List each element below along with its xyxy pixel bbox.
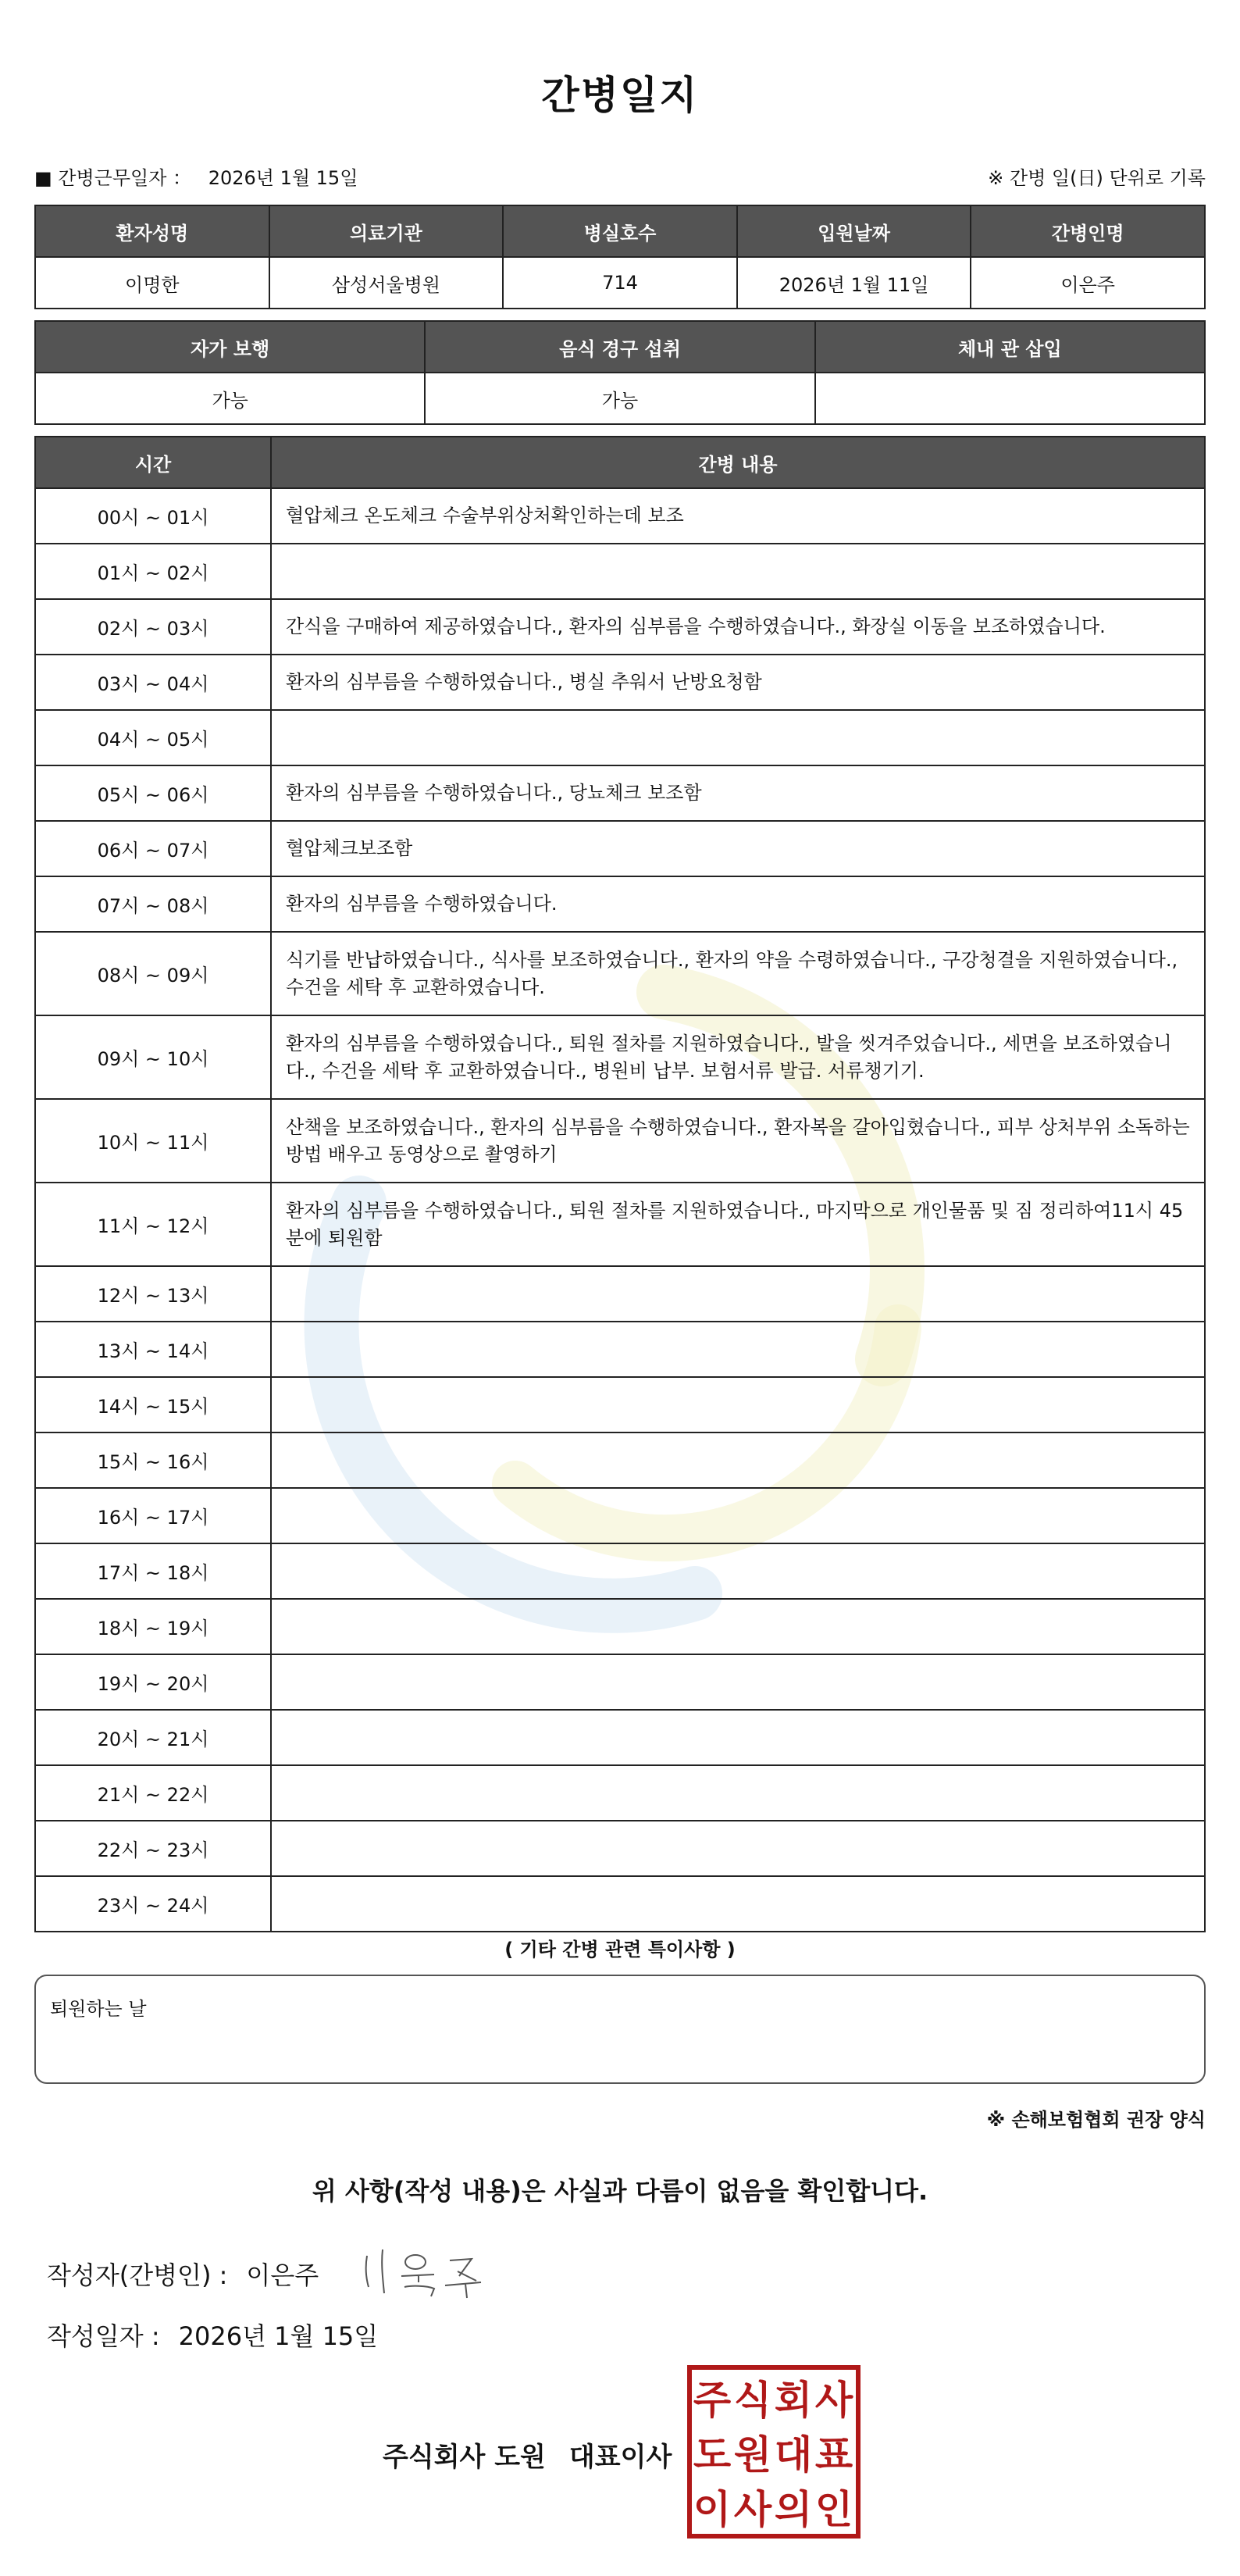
hourly-care-log-table [34,436,1206,1932]
meta-row [34,162,1206,191]
care-content [271,1821,1205,1876]
time-slot: 02시 ~ 03시 [35,599,271,655]
seal-char: 인 [814,2487,853,2532]
care-content: 혈압체크보조함 [271,821,1205,876]
caregiver-name: 이은주 [971,257,1205,309]
time-slot: 05시 ~ 06시 [35,765,271,821]
table-row [35,1015,1205,1099]
time-slot: 12시 ~ 13시 [35,1266,271,1322]
tube-insertion [815,373,1205,424]
care-content: 간식을 구매하여 제공하였습니다., 환자의 심부름을 수행하였습니다., 화장실 이동을 보조하였습니다. [271,599,1205,655]
table-row [35,1876,1205,1932]
written-date-label: 작성일자 : [47,2321,160,2351]
time-slot: 08시 ~ 09시 [35,932,271,1015]
table-row [35,1543,1205,1599]
care-content [271,1765,1205,1821]
care-content: 환자의 심부름을 수행하였습니다., 퇴원 절차를 지원하였습니다., 발을 씻겨주었습니다., 세면을 보조하였습니다., 수건을 세탁 후 교환하였습니다., 병원비 납부. 보험서류 발급. 서류챙기기. [271,1015,1205,1099]
company-title: 대표이사 [568,2442,672,2473]
patient-info-table [34,205,1206,309]
time-slot: 07시 ~ 08시 [35,876,271,932]
table-row [35,1765,1205,1821]
care-content [271,1876,1205,1932]
patient-status-table [34,320,1206,425]
time-slot: 18시 ~ 19시 [35,1599,271,1654]
care-content: 혈압체크 온도체크 수술부위상처확인하는데 보조 [271,488,1205,544]
care-content [271,1599,1205,1654]
care-content [271,1488,1205,1543]
seal-char: 의 [774,2487,813,2532]
self-walking: 가능 [35,373,425,424]
header-care-content: 간병 내용 [271,437,1205,488]
header-caregiver-name: 간병인명 [971,205,1205,257]
table-row [35,1488,1205,1543]
time-slot: 23시 ~ 24시 [35,1876,271,1932]
care-content [271,544,1205,599]
seal-char: 이 [693,2487,732,2532]
written-date-line [47,2317,378,2353]
time-slot: 19시 ~ 20시 [35,1654,271,1710]
time-slot: 06시 ~ 07시 [35,821,271,876]
patient-name: 이명한 [35,257,269,309]
writer-line [47,2256,319,2292]
time-slot: 11시 ~ 12시 [35,1183,271,1266]
header-self-walking: 자가 보행 [35,321,425,373]
time-slot: 13시 ~ 14시 [35,1322,271,1377]
care-content [271,1322,1205,1377]
table-row [35,1266,1205,1322]
log-rows [35,488,1205,1932]
table-row [35,876,1205,932]
handwritten-signature [356,2242,497,2304]
care-content [271,1543,1205,1599]
written-date-value: 2026년 1월 15일 [178,2321,379,2351]
writer-label: 작성자(간병인) : [47,2260,228,2290]
care-content: 식기를 반납하였습니다., 식사를 보조하였습니다., 환자의 약을 수령하였습니다., 구강청결을 지원하였습니다., 수건을 세탁 후 교환하였습니다. [271,932,1205,1015]
table-row [35,544,1205,599]
seal-char: 사 [733,2487,772,2532]
table-row [35,710,1205,765]
time-slot: 03시 ~ 04시 [35,655,271,710]
time-slot: 04시 ~ 05시 [35,710,271,765]
header-admission-date: 입원날짜 [737,205,971,257]
table-row [35,1654,1205,1710]
time-slot: 20시 ~ 21시 [35,1710,271,1765]
work-date [34,162,358,190]
seal-char: 도 [693,2432,732,2478]
notes-box [34,1975,1206,2084]
table-row [35,765,1205,821]
table-row [35,655,1205,710]
table-row [35,1821,1205,1876]
table-row [35,1099,1205,1183]
header-hospital: 의료기관 [269,205,504,257]
document-title: 간병일지 [541,73,699,118]
care-content [271,1432,1205,1488]
care-content: 환자의 심부름을 수행하였습니다., 병실 추워서 난방요청함 [271,655,1205,710]
care-content: 산책을 보조하였습니다., 환자의 심부름을 수행하였습니다., 환자복을 갈아입혔습니다., 피부 상처부위 소독하는 방법 배우고 동영상으로 촬영하기 [271,1099,1205,1183]
time-slot: 21시 ~ 22시 [35,1765,271,1821]
seal-char: 표 [814,2432,853,2478]
time-slot: 17시 ~ 18시 [35,1543,271,1599]
company-seal-stamp [687,2365,861,2539]
care-content [271,1710,1205,1765]
work-date-label: ■ 간병근무일자 ： [34,167,192,189]
table-row [35,821,1205,876]
oral-intake: 가능 [425,373,814,424]
time-slot: 09시 ~ 10시 [35,1015,271,1099]
care-content: 환자의 심부름을 수행하였습니다., 당뇨체크 보조함 [271,765,1205,821]
confirmation-statement: 위 사항(작성 내용)은 사실과 다름이 없음을 확인합니다. [312,2176,928,2206]
seal-char: 사 [814,2378,853,2423]
room-number: 714 [503,257,737,309]
time-slot: 10시 ~ 11시 [35,1099,271,1183]
time-slot: 15시 ~ 16시 [35,1432,271,1488]
header-oral-intake: 음식 경구 섭취 [425,321,814,373]
table-row [35,1599,1205,1654]
seal-char: 원 [733,2432,772,2478]
time-slot: 16시 ~ 17시 [35,1488,271,1543]
table-row [35,599,1205,655]
table-row [35,1432,1205,1488]
table-row [35,1710,1205,1765]
seal-char: 주 [693,2378,732,2423]
care-content [271,1266,1205,1322]
notes-title: ( 기타 간병 관련 특이사항 ) [504,1939,736,1961]
care-content [271,1654,1205,1710]
time-slot: 14시 ~ 15시 [35,1377,271,1432]
table-row [35,488,1205,544]
time-slot: 22시 ~ 23시 [35,1821,271,1876]
hospital: 삼성서울병원 [269,257,504,309]
care-content [271,710,1205,765]
seal-char: 대 [774,2432,813,2478]
work-date-value: 2026년 1월 15일 [208,167,358,189]
header-patient-name: 환자성명 [35,205,269,257]
company-name: 주식회사 도원 [383,2442,546,2473]
care-content: 환자의 심부름을 수행하였습니다., 퇴원 절차를 지원하였습니다., 마지막으로 개인물품 및 짐 정리하여11시 45분에 퇴원함 [271,1183,1205,1266]
writer-name: 이은주 [246,2260,319,2290]
table-row [35,932,1205,1015]
header-tube-insertion: 체내 관 삽입 [815,321,1205,373]
table-row [35,1377,1205,1432]
time-slot: 01시 ~ 02시 [35,544,271,599]
table-row [35,1322,1205,1377]
recommended-form-note: ※ 손해보험협회 권장 양식 [986,2109,1206,2131]
admission-date: 2026년 1월 11일 [737,257,971,309]
table-row [35,1183,1205,1266]
care-content [271,1377,1205,1432]
notes-content: 퇴원하는 날 [50,1998,147,2020]
seal-char: 회 [774,2378,813,2423]
seal-char: 식 [733,2378,772,2423]
header-time: 시간 [35,437,271,488]
company-line [383,2435,672,2474]
header-room-number: 병실호수 [503,205,737,257]
time-slot: 00시 ~ 01시 [35,488,271,544]
daily-record-note: ※ 간병 일(日) 단위로 기록 [988,167,1206,189]
care-content: 환자의 심부름을 수행하였습니다. [271,876,1205,932]
